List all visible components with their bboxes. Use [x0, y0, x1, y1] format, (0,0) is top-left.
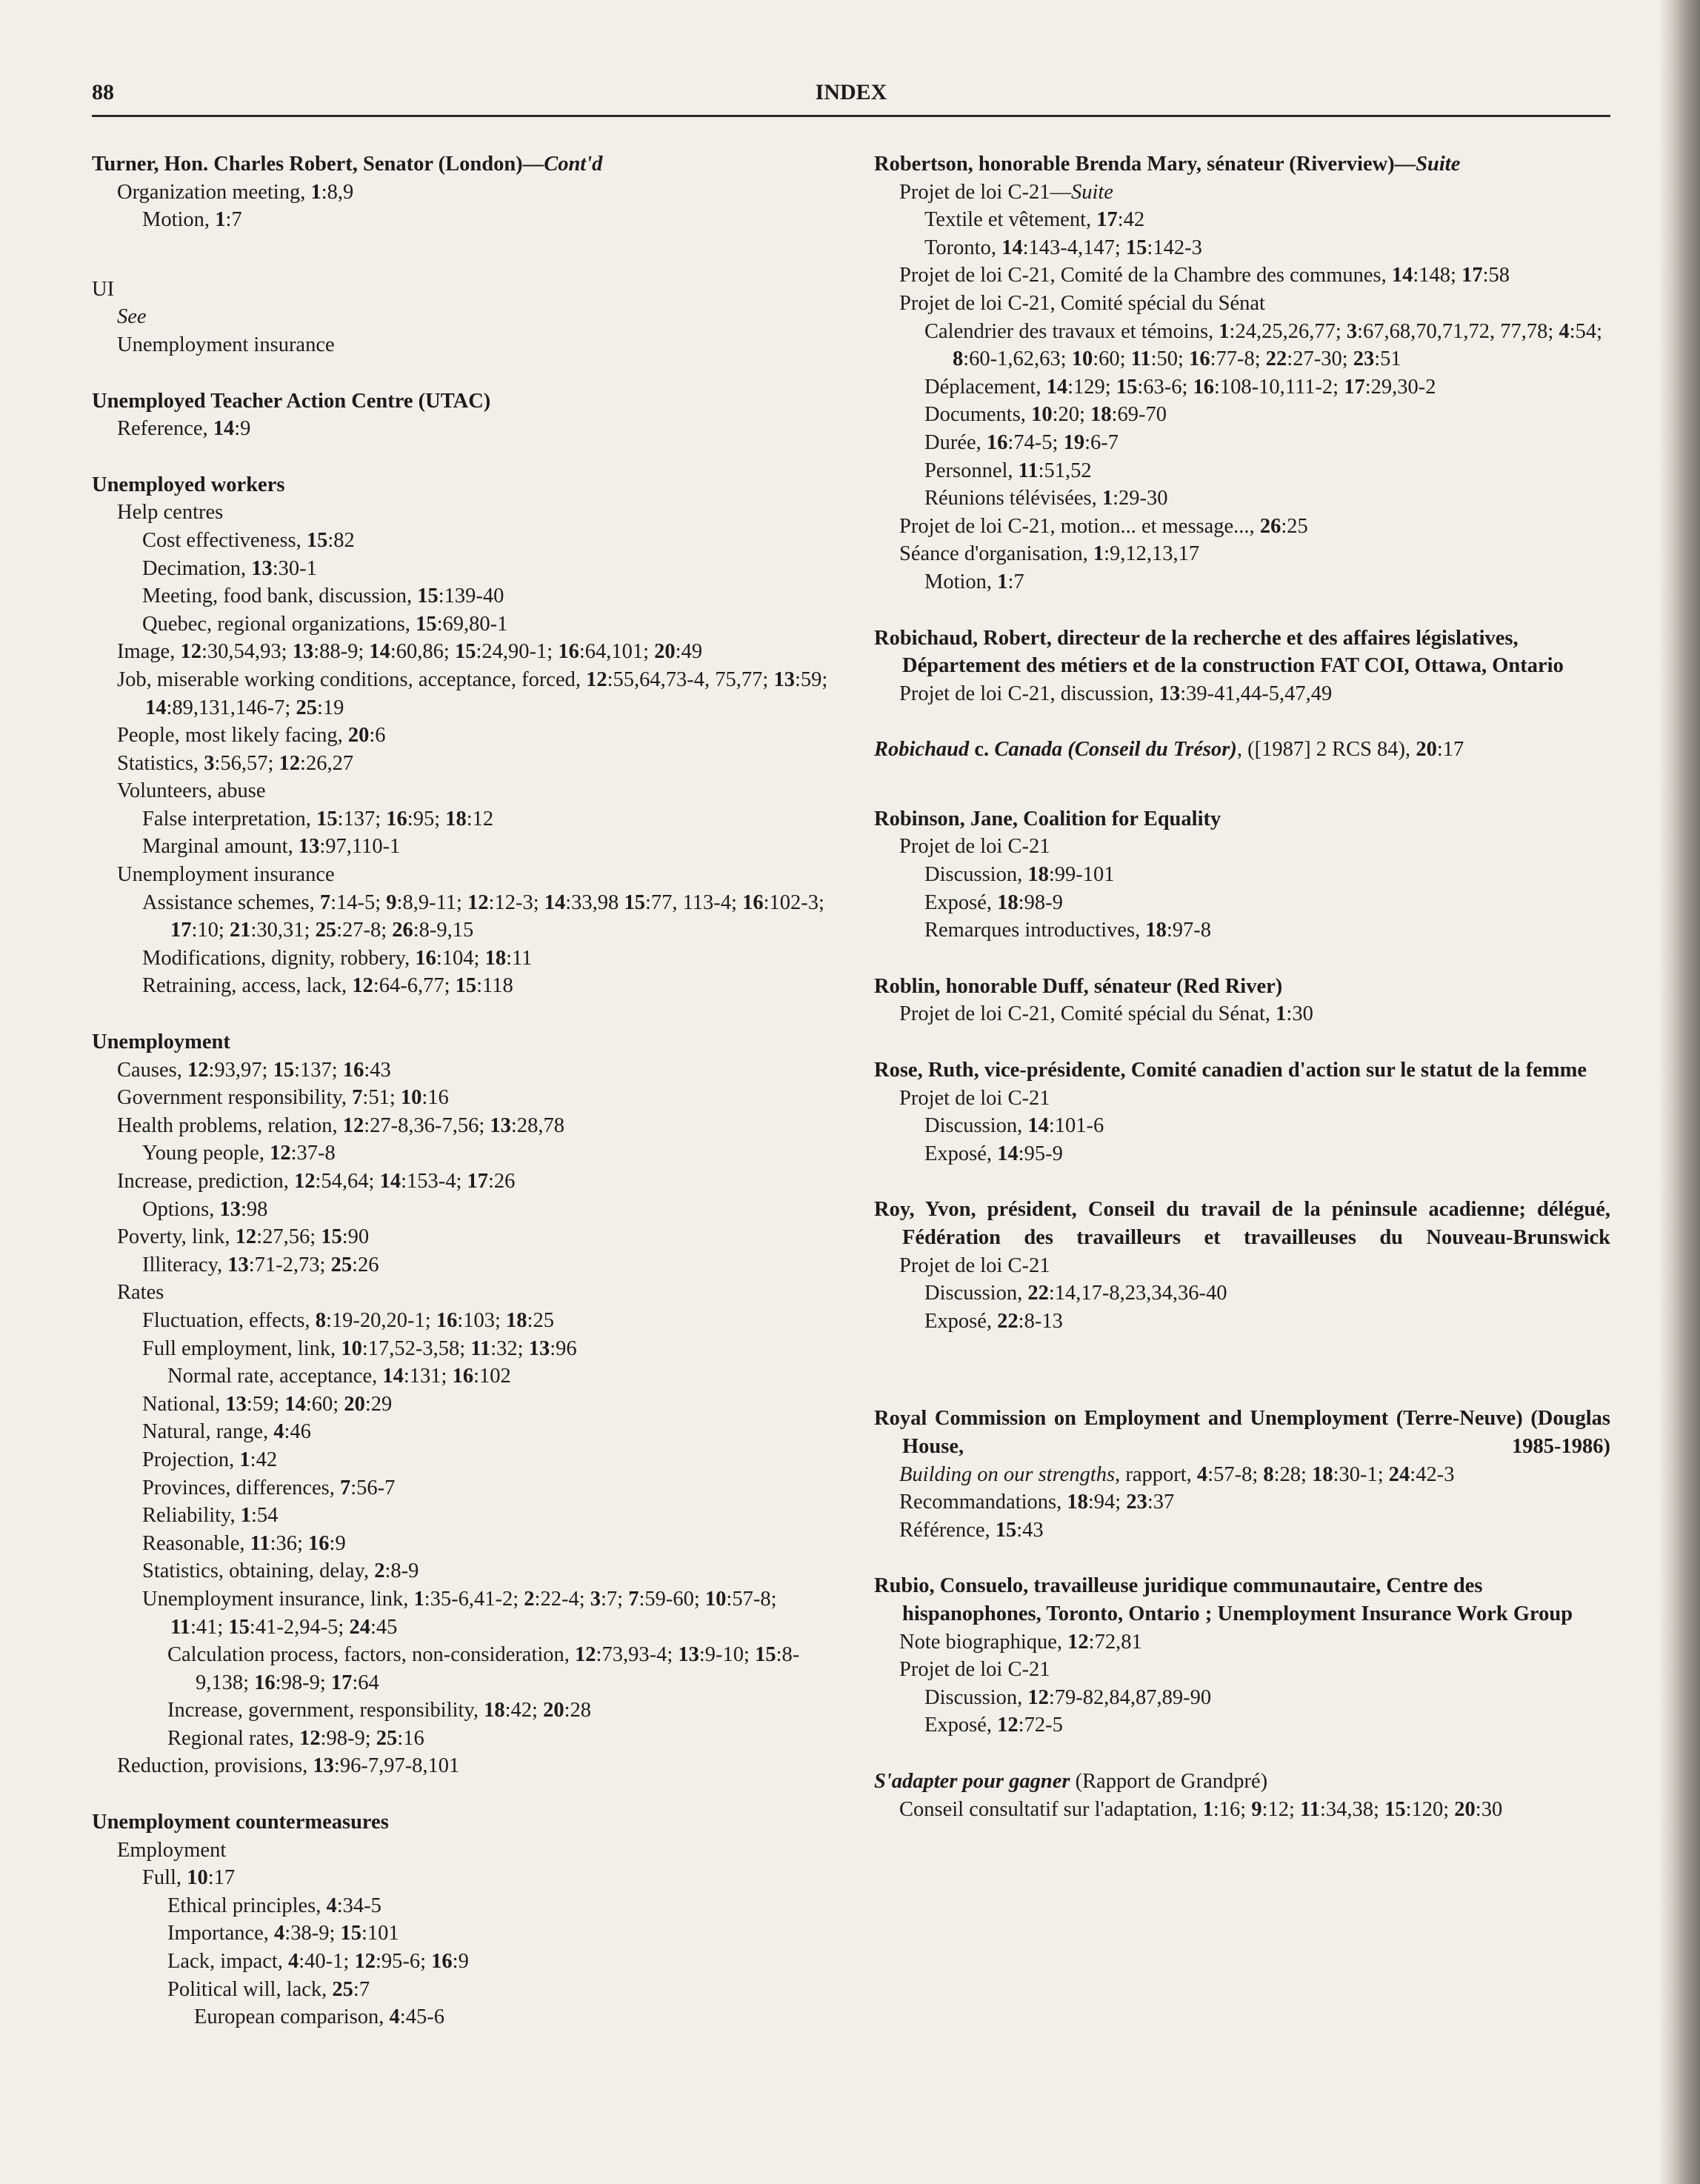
- index-subentry: Durée, 16:74-5; 19:6-7: [924, 430, 1119, 454]
- index-subentry: Causes, 12:93,97; 15:137; 16:43: [117, 1058, 391, 1082]
- index-subentry: Statistics, obtaining, delay, 2:8-9: [142, 1559, 419, 1583]
- index-subentry: Increase, prediction, 12:54,64; 14:153-4; 17:26: [117, 1170, 516, 1193]
- index-subentry: Projet de loi C-21, Comité de la Chambre des communes, 14:148; 17:58: [899, 264, 1510, 287]
- index-subentry: Exposé, 22:8-13: [924, 1309, 1063, 1333]
- index-subentry: Note biographique, 12:72,81: [899, 1630, 1142, 1654]
- index-entry-heading: Robichaud c. Canada (Conseil du Trésor), ([1987] 2 RCS 84), 20:17: [874, 738, 1464, 762]
- index-subentry: Discussion, 14:101-6: [924, 1114, 1104, 1138]
- index-subentry: Marginal amount, 13:97,110-1: [142, 835, 401, 859]
- index-subentry: Natural, range, 4:46: [142, 1420, 311, 1444]
- index-entry-heading: Unemployed workers: [92, 473, 285, 496]
- index-subentry: Unemployment insurance: [117, 333, 335, 356]
- index-subentry: Illiteracy, 13:71-2,73; 25:26: [142, 1253, 379, 1276]
- page-number: 88: [92, 80, 114, 104]
- index-entry-heading: Royal Commission on Employment and Unemployment (Terre-Neuve) (Douglas House, 1985-1986): [874, 1407, 1610, 1458]
- index-subentry: Volunteers, abuse: [117, 779, 266, 803]
- index-subentry: Increase, government, responsibility, 18:42; 20:28: [167, 1699, 592, 1722]
- index-subentry: Calendrier des travaux et témoins, 1:24,25,26,77; 3:67,68,70,71,72, 77,78; 4:54; 8:60-1,62,63; 10:60; 11:50; 16:77-8; 22:27-30; 23:51: [924, 319, 1603, 371]
- index-subentry: European comparison, 4:45-6: [194, 2005, 444, 2029]
- index-subentry: Poverty, link, 12:27,56; 15:90: [117, 1225, 370, 1249]
- index-subentry: Organization meeting, 1:8,9: [117, 180, 354, 204]
- see-reference: See: [117, 305, 147, 329]
- header-rule: [92, 115, 1610, 117]
- index-entry-heading: Unemployment: [92, 1031, 230, 1054]
- index-subentry: Government responsibility, 7:51; 10:16: [117, 1086, 449, 1110]
- index-subentry: Employment: [117, 1838, 227, 1862]
- index-subentry: Importance, 4:38-9; 15:101: [167, 1922, 399, 1945]
- index-subentry: Provinces, differences, 7:56-7: [142, 1476, 396, 1499]
- index-subentry: Job, miserable working conditions, acceptance, forced, 12:55,64,73-4, 75,77; 13:59; 14:89,131,146-7; 25:19: [117, 667, 828, 719]
- index-subentry: False interpretation, 15:137; 16:95; 18:12: [142, 807, 494, 830]
- index-subentry: Unemployment insurance: [117, 863, 335, 887]
- index-subentry: Motion, 1:7: [924, 570, 1024, 593]
- index-subentry: Full employment, link, 10:17,52-3,58; 11:32; 13:96: [142, 1336, 577, 1360]
- index-subentry: Reference, 14:9: [117, 417, 251, 441]
- index-subentry: Exposé, 14:95-9: [924, 1142, 1063, 1165]
- index-subentry: Modifications, dignity, robbery, 16:104; 18:11: [142, 946, 533, 970]
- index-subentry: Meeting, food bank, discussion, 15:139-40: [142, 585, 504, 608]
- index-subentry: People, most likely facing, 20:6: [117, 724, 386, 748]
- index-subentry: Quebec, regional organizations, 15:69,80-1: [142, 612, 508, 636]
- index-entry-heading: Unemployed Teacher Action Centre (UTAC): [92, 389, 491, 413]
- index-subentry: Exposé, 18:98-9: [924, 890, 1063, 914]
- index-subentry: Séance d'organisation, 1:9,12,13,17: [899, 542, 1200, 566]
- index-subentry: Projet de loi C-21: [899, 1086, 1050, 1110]
- index-subentry: Help centres: [117, 501, 224, 525]
- index-entry-heading: Roy, Yvon, président, Conseil du travail de la péninsule acadienne; délégué, Fédération des travailleurs et travailleuses du Nouveau-Brunswick: [874, 1198, 1610, 1249]
- index-subentry: Projet de loi C-21: [899, 1254, 1050, 1277]
- index-entry-heading: Unemployment countermeasures: [92, 1811, 389, 1834]
- index-subentry: Options, 13:98: [142, 1197, 268, 1221]
- index-subentry: Réunions télévisées, 1:29-30: [924, 487, 1168, 510]
- page-header: [92, 80, 1610, 117]
- index-subentry: Full, 10:17: [142, 1866, 236, 1890]
- index-subentry: Projet de loi C-21: [899, 1658, 1050, 1682]
- index-entry-heading: Robertson, honorable Brenda Mary, sénateur (Riverview)—Suite: [874, 153, 1461, 176]
- index-entry-heading: S'adapter pour gagner (Rapport de Grandpré): [874, 1769, 1268, 1793]
- index-entry-heading: Robinson, Jane, Coalition for Equality: [874, 807, 1221, 830]
- index-subentry: Recommandations, 18:94; 23:37: [899, 1491, 1175, 1514]
- index-subentry: Lack, impact, 4:40-1; 12:95-6; 16:9: [167, 1950, 469, 1974]
- index-subentry: Projet de loi C-21, motion... et message..., 26:25: [899, 514, 1308, 538]
- index-subentry: Fluctuation, effects, 8:19-20,20-1; 16:103; 18:25: [142, 1308, 554, 1332]
- index-subentry: Discussion, 22:14,17-8,23,34,36-40: [924, 1282, 1227, 1305]
- index-subentry: Projet de loi C-21—Suite: [899, 180, 1113, 204]
- index-subentry: Regional rates, 12:98-9; 25:16: [167, 1726, 424, 1750]
- index-subentry: National, 13:59; 14:60; 20:29: [142, 1392, 393, 1416]
- index-subentry: Decimation, 13:30-1: [142, 556, 317, 580]
- index-subentry: Toronto, 14:143-4,147; 15:142-3: [924, 236, 1202, 259]
- index-subentry: Rates: [117, 1281, 164, 1305]
- page-edge-shadow: [1659, 0, 1700, 2184]
- index-entry-heading: Turner, Hon. Charles Robert, Senator (London)—Cont'd: [92, 153, 603, 176]
- index-subentry: Exposé, 12:72-5: [924, 1714, 1063, 1737]
- index-entry-heading: Roblin, honorable Duff, sénateur (Red River): [874, 974, 1283, 998]
- index-entry-heading: Rubio, Consuelo, travailleuse juridique communautaire, Centre des hispanophones, Toronto, Ontario ; Unemployment Insurance Work Group: [874, 1574, 1573, 1625]
- index-subentry: Health problems, relation, 12:27-8,36-7,56; 13:28,78: [117, 1113, 564, 1137]
- index-entry-heading: Robichaud, Robert, directeur de la recherche et des affaires législatives, Département des métiers et de la construction FAT COI, Ottawa, Ontario: [874, 626, 1564, 678]
- index-subentry: Personnel, 11:51,52: [924, 459, 1092, 482]
- index-subentry: Documents, 10:20; 18:69-70: [924, 403, 1167, 427]
- index-subentry: Young people, 12:37-8: [142, 1142, 336, 1165]
- index-subentry: Projet de loi C-21, Comité spécial du Sénat, 1:30: [899, 1002, 1313, 1026]
- index-subentry: Projet de loi C-21, discussion, 13:39-41,44-5,47,49: [899, 682, 1333, 705]
- index-subentry: Projection, 1:42: [142, 1448, 278, 1471]
- index-subentry: Unemployment insurance, link, 1:35-6,41-2; 2:22-4; 3:7; 7:59-60; 10:57-8; 11:41; 15:41-2,94-5; 24:45: [142, 1587, 777, 1639]
- index-subentry: Reliability, 1:54: [142, 1504, 279, 1528]
- index-subentry: Calculation process, factors, non-consideration, 12:73,93-4; 13:9-10; 15:8-9,138; 16:98-9; 17:64: [167, 1643, 800, 1694]
- index-subentry: Assistance schemes, 7:14-5; 9:8,9-11; 12:12-3; 14:33,98 15:77, 113-4; 16:102-3; 17:10; 21:30,31; 25:27-8; 26:8-9,15: [142, 890, 824, 942]
- index-subentry: Référence, 15:43: [899, 1518, 1044, 1542]
- index-subentry: Discussion, 12:79-82,84,87,89-90: [924, 1685, 1212, 1709]
- index-subentry: Political will, lack, 25:7: [167, 1977, 370, 2001]
- index-subentry: Ethical principles, 4:34-5: [167, 1894, 381, 1917]
- index-entry-heading: Rose, Ruth, vice-présidente, Comité canadien d'action sur le statut de la femme: [874, 1059, 1587, 1082]
- index-subentry: Statistics, 3:56,57; 12:26,27: [117, 751, 354, 775]
- index-entry-heading: UI: [92, 277, 115, 301]
- index-subentry: Discussion, 18:99-101: [924, 863, 1115, 887]
- index-column-left: [92, 150, 833, 2031]
- index-subentry: Reduction, provisions, 13:96-7,97-8,101: [117, 1754, 460, 1778]
- index-subentry: Conseil consultatif sur l'adaptation, 1:16; 9:12; 11:34,38; 15:120; 20:30: [899, 1797, 1503, 1821]
- index-subentry: Projet de loi C-21: [899, 835, 1050, 859]
- index-subentry: Cost effectiveness, 15:82: [142, 528, 355, 552]
- running-title: INDEX: [815, 80, 887, 104]
- index-subentry: Retraining, access, lack, 12:64-6,77; 15:118: [142, 974, 513, 998]
- index-subentry: Normal rate, acceptance, 14:131; 16:102: [167, 1365, 511, 1388]
- index-subentry: Déplacement, 14:129; 15:63-6; 16:108-10,111-2; 17:29,30-2: [924, 375, 1436, 399]
- index-subentry: Projet de loi C-21, Comité spécial du Sénat: [899, 291, 1265, 315]
- index-subentry: Textile et vêtement, 17:42: [924, 208, 1145, 232]
- index-subentry: Reasonable, 11:36; 16:9: [142, 1531, 346, 1555]
- index-subentry: Image, 12:30,54,93; 13:88-9; 14:60,86; 15:24,90-1; 16:64,101; 20:49: [117, 640, 703, 664]
- index-subentry: Remarques introductives, 18:97-8: [924, 919, 1212, 942]
- index-subentry: Motion, 1:7: [142, 208, 242, 232]
- index-subentry: Building on our strengths, rapport, 4:57-8; 8:28; 18:30-1; 24:42-3: [899, 1462, 1455, 1486]
- index-column-right: [874, 150, 1610, 1823]
